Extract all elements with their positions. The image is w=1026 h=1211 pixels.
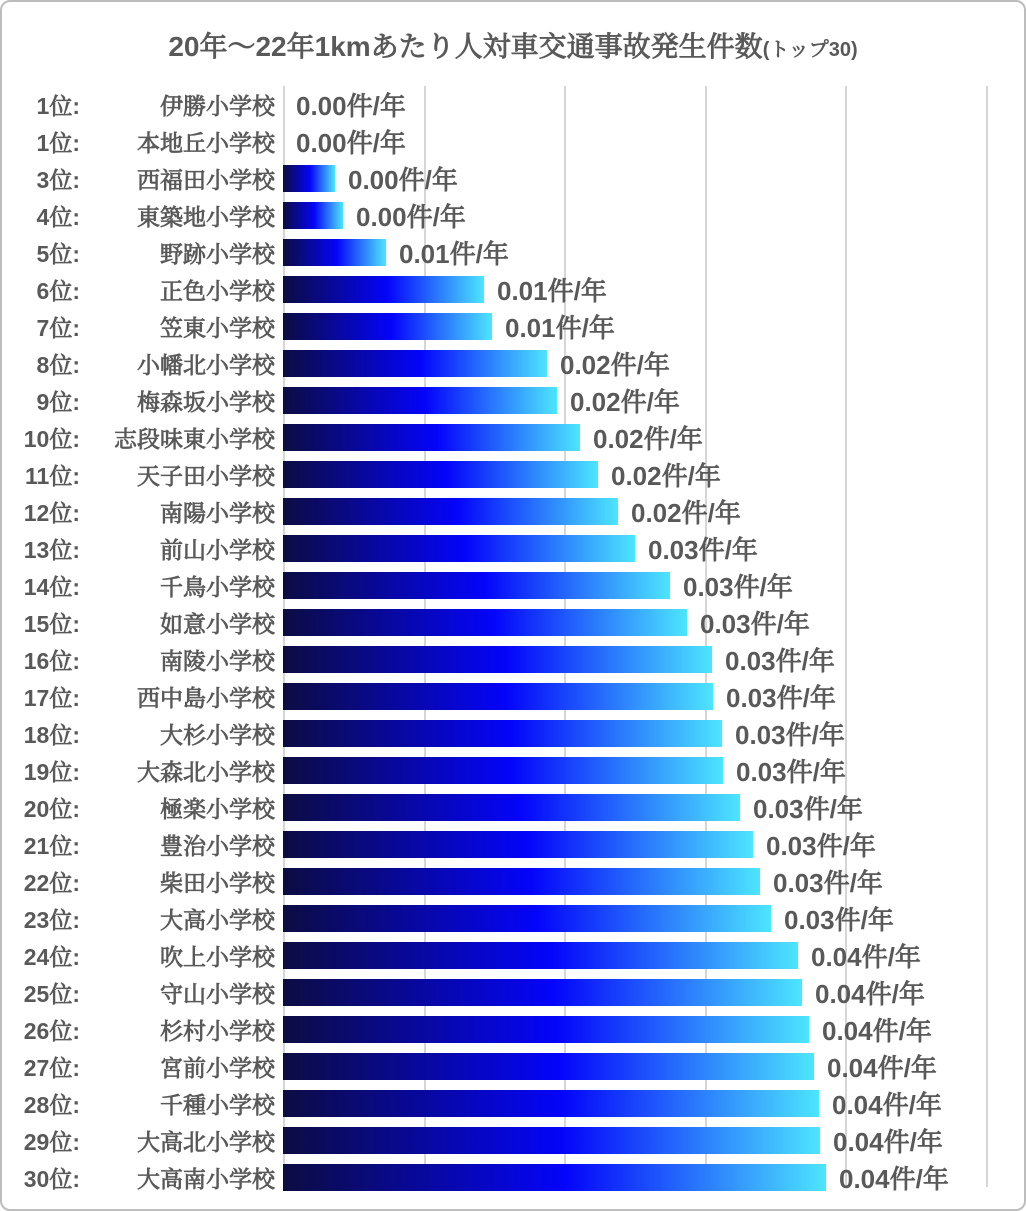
rank-label: 18位:: [23, 722, 80, 748]
bar-area: [283, 937, 1022, 974]
school-name: 前山小学校: [160, 537, 275, 563]
chart-row: [2, 1122, 1022, 1159]
school-name: 志段味東小学校: [114, 426, 275, 452]
value-label: 0.02件/年: [611, 461, 721, 491]
value-label: 0.03件/年: [736, 757, 846, 787]
school-name: 如意小学校: [160, 611, 275, 637]
bar: [283, 942, 798, 969]
school-name: 宮前小学校: [160, 1055, 275, 1081]
rank-label: 27位:: [23, 1055, 80, 1081]
value-label: 0.02件/年: [631, 498, 741, 528]
bar-area: [283, 900, 1022, 937]
rank-label: 24位:: [23, 944, 80, 970]
row-label: [2, 791, 279, 824]
school-name: 東築地小学校: [137, 204, 275, 230]
school-name: 本地丘小学校: [137, 130, 275, 156]
bar: [283, 202, 343, 229]
bar-area: [283, 419, 1022, 456]
rank-label: 1位:: [36, 93, 80, 119]
value-label: 0.03件/年: [683, 572, 793, 602]
bar-area: [283, 567, 1022, 604]
value-label: 0.00件/年: [356, 202, 466, 232]
bar: [283, 757, 723, 784]
bar: [283, 1090, 819, 1117]
school-name: 伊勝小学校: [160, 93, 275, 119]
value-label: 0.03件/年: [726, 683, 836, 713]
school-name: 正色小学校: [160, 278, 275, 304]
bar: [283, 313, 492, 340]
row-label: [2, 88, 279, 121]
chart-row: [2, 382, 1022, 419]
rank-label: 4位:: [36, 204, 80, 230]
school-name: 南陵小学校: [160, 648, 275, 674]
rank-label: 6位:: [36, 278, 80, 304]
row-label: [2, 310, 279, 343]
value-label: 0.01件/年: [497, 276, 607, 306]
rank-label: 3位:: [36, 167, 80, 193]
bar: [283, 794, 740, 821]
chart-row: [2, 715, 1022, 752]
bar-area: [283, 1122, 1022, 1159]
rank-label: 19位:: [23, 759, 80, 785]
chart-row: [2, 974, 1022, 1011]
value-label: 0.02件/年: [593, 424, 703, 454]
rank-label: 15位:: [23, 611, 80, 637]
rank-label: 20位:: [23, 796, 80, 822]
row-label: [2, 199, 279, 232]
chart-row: [2, 160, 1022, 197]
row-label: [2, 902, 279, 935]
row-label: [2, 495, 279, 528]
school-name: 千鳥小学校: [160, 574, 275, 600]
chart-row: [2, 234, 1022, 271]
value-label: 0.03件/年: [700, 609, 810, 639]
bar: [283, 239, 386, 266]
value-label: 0.04件/年: [833, 1127, 943, 1157]
bar: [283, 1127, 820, 1154]
school-name: 笠東小学校: [160, 315, 275, 341]
bar-area: [283, 530, 1022, 567]
bar-area: [283, 160, 1022, 197]
row-label: [2, 1013, 279, 1046]
bar-area: [283, 197, 1022, 234]
row-label: [2, 273, 279, 306]
row-label: [2, 1087, 279, 1120]
bar-area: [283, 826, 1022, 863]
bar-area: [283, 641, 1022, 678]
chart-row: [2, 937, 1022, 974]
school-name: 極楽小学校: [160, 796, 275, 822]
row-label: [2, 643, 279, 676]
bar: [283, 498, 618, 525]
bar: [283, 461, 598, 488]
value-label: 0.02件/年: [560, 350, 670, 380]
row-label: [2, 939, 279, 972]
school-name: 大杉小学校: [160, 722, 275, 748]
row-label: [2, 754, 279, 787]
school-name: 大高南小学校: [137, 1166, 275, 1192]
bar-area: [283, 308, 1022, 345]
rank-label: 16位:: [23, 648, 80, 674]
value-label: 0.00件/年: [296, 91, 406, 121]
bar: [283, 350, 547, 377]
bar: [283, 1053, 814, 1080]
school-name: 小幡北小学校: [137, 352, 275, 378]
chart-row: [2, 456, 1022, 493]
chart-row: [2, 789, 1022, 826]
bar-area: [283, 1159, 1022, 1196]
chart-row: [2, 530, 1022, 567]
school-name: 守山小学校: [160, 981, 275, 1007]
chart-row: [2, 493, 1022, 530]
bar: [283, 868, 760, 895]
bar: [283, 535, 635, 562]
row-label: [2, 606, 279, 639]
bar-area: [283, 863, 1022, 900]
rank-label: 21位:: [23, 833, 80, 859]
bar-area: [283, 752, 1022, 789]
chart-rows: [2, 86, 1022, 1194]
bar: [283, 276, 484, 303]
school-name: 杉村小学校: [160, 1018, 275, 1044]
bar-chart: [2, 86, 1022, 1194]
school-name: 西中島小学校: [137, 685, 275, 711]
bar: [283, 424, 580, 451]
bar-area: [283, 715, 1022, 752]
bar: [283, 1016, 809, 1043]
bar-area: [283, 345, 1022, 382]
value-label: 0.01件/年: [399, 239, 509, 269]
bar: [283, 683, 713, 710]
school-name: 千種小学校: [160, 1092, 275, 1118]
value-label: 0.03件/年: [773, 868, 883, 898]
value-label: 0.04件/年: [832, 1090, 942, 1120]
value-label: 0.02件/年: [570, 387, 680, 417]
value-label: 0.04件/年: [839, 1164, 949, 1194]
chart-title: [2, 26, 1024, 71]
row-label: [2, 236, 279, 269]
row-label: [2, 1124, 279, 1157]
chart-row: [2, 863, 1022, 900]
chart-row: [2, 567, 1022, 604]
school-name: 柴田小学校: [160, 870, 275, 896]
value-label: 0.03件/年: [753, 794, 863, 824]
row-label: [2, 532, 279, 565]
rank-label: 7位:: [36, 315, 80, 341]
value-label: 0.04件/年: [827, 1053, 937, 1083]
school-name: 南陽小学校: [160, 500, 275, 526]
rank-label: 26位:: [23, 1018, 80, 1044]
chart-row: [2, 345, 1022, 382]
school-name: 大森北小学校: [137, 759, 275, 785]
bar: [283, 572, 670, 599]
school-name: 梅森坂小学校: [137, 389, 275, 415]
row-label: [2, 976, 279, 1009]
bar-area: [283, 234, 1022, 271]
bar: [283, 609, 687, 636]
bar-area: [283, 678, 1022, 715]
value-label: 0.03件/年: [766, 831, 876, 861]
chart-title-suffix: (トップ30): [762, 39, 858, 61]
rank-label: 10位:: [23, 426, 80, 452]
rank-label: 1位:: [36, 130, 80, 156]
value-label: 0.04件/年: [811, 942, 921, 972]
row-label: [2, 828, 279, 861]
chart-row: [2, 197, 1022, 234]
rank-label: 17位:: [23, 685, 80, 711]
chart-row: [2, 752, 1022, 789]
school-name: 野跡小学校: [160, 241, 275, 267]
chart-row: [2, 641, 1022, 678]
value-label: 0.04件/年: [822, 1016, 932, 1046]
rank-label: 30位:: [23, 1166, 80, 1192]
value-label: 0.01件/年: [505, 313, 615, 343]
chart-row: [2, 86, 1022, 123]
rank-label: 28位:: [23, 1092, 80, 1118]
rank-label: 8位:: [36, 352, 80, 378]
bar-area: [283, 1011, 1022, 1048]
rank-label: 5位:: [36, 241, 80, 267]
row-label: [2, 125, 279, 158]
bar: [283, 905, 771, 932]
row-label: [2, 421, 279, 454]
value-label: 0.03件/年: [735, 720, 845, 750]
school-name: 吹上小学校: [160, 944, 275, 970]
rank-label: 11位:: [25, 463, 80, 489]
chart-row: [2, 678, 1022, 715]
row-label: [2, 1050, 279, 1083]
value-label: 0.03件/年: [784, 905, 894, 935]
bar-area: [283, 604, 1022, 641]
bar: [283, 387, 557, 414]
chart-title-main: 20年～22年1kmあたり人対車交通事故発生件数: [168, 31, 763, 62]
bar-area: [283, 493, 1022, 530]
school-name: 大高北小学校: [137, 1129, 275, 1155]
rank-label: 23位:: [23, 907, 80, 933]
bar-area: [283, 382, 1022, 419]
value-label: 0.00件/年: [348, 165, 458, 195]
rank-label: 13位:: [23, 537, 80, 563]
row-label: [2, 717, 279, 750]
chart-row: [2, 1085, 1022, 1122]
chart-row: [2, 1159, 1022, 1196]
bar: [283, 1164, 826, 1191]
bar: [283, 979, 802, 1006]
chart-row: [2, 308, 1022, 345]
value-label: 0.03件/年: [648, 535, 758, 565]
school-name: 大高小学校: [160, 907, 275, 933]
bar-area: [283, 86, 1022, 123]
bar-area: [283, 456, 1022, 493]
row-label: [2, 458, 279, 491]
row-label: [2, 1161, 279, 1194]
value-label: 0.00件/年: [296, 128, 406, 158]
chart-row: [2, 1048, 1022, 1085]
row-label: [2, 569, 279, 602]
chart-row: [2, 900, 1022, 937]
school-name: 西福田小学校: [137, 167, 275, 193]
row-label: [2, 162, 279, 195]
value-label: 0.04件/年: [815, 979, 925, 1009]
rank-label: 29位:: [23, 1129, 80, 1155]
rank-label: 22位:: [23, 870, 80, 896]
row-label: [2, 347, 279, 380]
rank-label: 25位:: [23, 981, 80, 1007]
bar-area: [283, 1048, 1022, 1085]
row-label: [2, 680, 279, 713]
bar: [283, 646, 712, 673]
chart-row: [2, 123, 1022, 160]
row-label: [2, 384, 279, 417]
rank-label: 9位:: [36, 389, 80, 415]
chart-row: [2, 604, 1022, 641]
chart-row: [2, 826, 1022, 863]
bar-area: [283, 789, 1022, 826]
bar: [283, 831, 753, 858]
value-label: 0.03件/年: [725, 646, 835, 676]
school-name: 豊治小学校: [160, 833, 275, 859]
chart-row: [2, 419, 1022, 456]
chart-row: [2, 1011, 1022, 1048]
bar-area: [283, 271, 1022, 308]
rank-label: 12位:: [23, 500, 80, 526]
chart-row: [2, 271, 1022, 308]
bar-area: [283, 123, 1022, 160]
row-label: [2, 865, 279, 898]
rank-label: 14位:: [23, 574, 80, 600]
bar-area: [283, 974, 1022, 1011]
bar: [283, 720, 722, 747]
bar-area: [283, 1085, 1022, 1122]
bar: [283, 165, 335, 192]
school-name: 天子田小学校: [137, 463, 275, 489]
